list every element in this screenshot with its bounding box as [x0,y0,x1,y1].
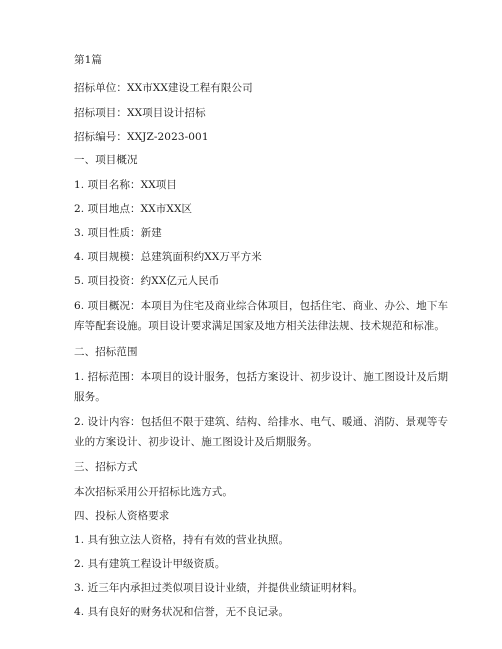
tender-project: 招标项目：XX项目设计招标 [74,107,206,119]
list-item: 3. 项目性质：新建 [74,227,162,239]
list-item: 库等配套设施。项目设计要求满足国家及地方相关法律法规、技术规范和标准。 [74,320,445,332]
list-item: 3. 近三年内承担过类似项目设计业绩，并提供业绩证明材料。 [74,582,364,594]
list-item: 4. 项目规模：总建筑面积约XX万平方米 [74,251,262,263]
section-heading-method: 三、招标方式 [74,461,138,473]
list-item: 2. 项目地点：XX市XX区 [74,203,193,215]
list-item: 1. 招标范围：本项目的设计服务，包括方案设计、初步设计、施工图设计及后期 [74,371,449,383]
list-item: 2. 设计内容：包括但不限于建筑、结构、给排水、电气、暖通、消防、景观等专 [74,416,449,428]
list-item: 4. 具有良好的财务状况和信誉，无不良记录。 [74,606,290,618]
section-heading-scope: 二、招标范围 [74,346,138,358]
section-heading-qualification: 四、投标人资格要求 [74,510,170,522]
list-item: 业的方案设计、初步设计、施工图设计及后期服务。 [74,436,318,448]
list-item: 6. 项目概况：本项目为住宅及商业综合体项目，包括住宅、商业、办公、地下车 [74,300,449,312]
chapter-title: 第1篇 [74,54,102,66]
list-item: 5. 项目投资：约XX亿元人民币 [74,275,220,287]
list-item: 2. 具有建筑工程设计甲级资质。 [74,558,226,570]
paragraph: 本次招标采用公开招标比选方式。 [74,486,233,498]
tender-unit: 招标单位：XX市XX建设工程有限公司 [74,82,253,94]
list-item: 1. 具有独立法人资格，持有有效的营业执照。 [74,534,290,546]
list-item: 1. 项目名称：XX项目 [74,179,178,191]
tender-number: 招标编号：XXJZ-2023-001 [74,131,209,143]
list-item: 服务。 [74,391,106,403]
section-heading-overview: 一、项目概况 [74,154,138,166]
